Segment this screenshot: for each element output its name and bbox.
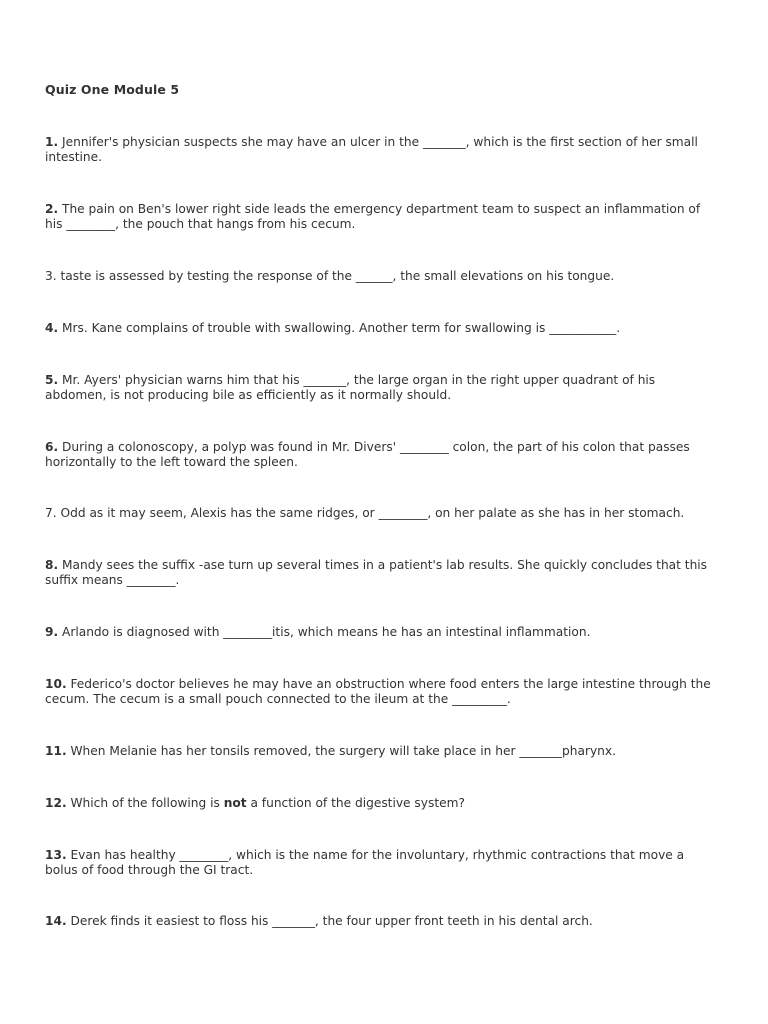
question-9 bbox=[45, 625, 720, 640]
question-number: 8. bbox=[45, 558, 59, 572]
question-6 bbox=[45, 440, 720, 469]
question-number: 12. bbox=[45, 796, 67, 810]
question-14 bbox=[45, 914, 720, 929]
question-5 bbox=[45, 373, 720, 402]
emphasis-not: not bbox=[223, 796, 247, 810]
question-number: 3. bbox=[45, 269, 57, 283]
question-text: Jennifer's physician suspects she may have an ulcer in the _______, which is the first section of her small intestine. bbox=[45, 135, 698, 164]
question-text: Evan has healthy ________, which is the name for the involuntary, rhythmic contractions that move a bolus of food through the GI tract. bbox=[45, 848, 685, 877]
question-11 bbox=[45, 744, 720, 759]
question-number: 13. bbox=[45, 848, 67, 862]
question-10 bbox=[45, 677, 720, 706]
question-text: The pain on Ben's lower right side leads the emergency department team to suspect an inflammation of his ________, the pouch that hangs from his cecum. bbox=[45, 202, 701, 231]
question-text: Odd as it may seem, Alexis has the same ridges, or ________, on her palate as she has in her stomach. bbox=[60, 506, 685, 520]
question-text: Mandy sees the suffix -ase turn up several times in a patient's lab results. She quickly concludes that this suffix means ________. bbox=[45, 558, 708, 587]
question-number: 9. bbox=[45, 625, 59, 639]
question-text: During a colonoscopy, a polyp was found in Mr. Divers' ________ colon, the part of his colon that passes horizontally to the left toward the spleen. bbox=[45, 440, 690, 469]
question-text-after: a function of the digestive system? bbox=[246, 796, 465, 810]
question-number: 5. bbox=[45, 373, 59, 387]
question-8 bbox=[45, 558, 720, 587]
question-number: 1. bbox=[45, 135, 59, 149]
question-text-before: Which of the following is bbox=[70, 796, 224, 810]
question-number: 11. bbox=[45, 744, 67, 758]
question-number: 4. bbox=[45, 321, 59, 335]
question-13 bbox=[45, 848, 720, 877]
question-4 bbox=[45, 321, 720, 336]
question-3 bbox=[45, 269, 720, 284]
question-text: Federico's doctor believes he may have an obstruction where food enters the large intestine through the cecum. The cecum is a small pouch connected to the ileum at the _________. bbox=[45, 677, 711, 706]
question-number: 14. bbox=[45, 914, 67, 928]
question-1 bbox=[45, 135, 720, 164]
question-text: Arlando is diagnosed with ________itis, which means he has an intestinal inflammation. bbox=[62, 625, 591, 639]
question-text: When Melanie has her tonsils removed, the surgery will take place in her _______pharynx. bbox=[70, 744, 616, 758]
question-number: 7. bbox=[45, 506, 57, 520]
question-text: Mrs. Kane complains of trouble with swallowing. Another term for swallowing is ___________. bbox=[62, 321, 621, 335]
page-title: Quiz One Module 5 bbox=[45, 82, 180, 97]
question-number: 10. bbox=[45, 677, 67, 691]
question-7 bbox=[45, 506, 720, 521]
question-number: 6. bbox=[45, 440, 59, 454]
question-12 bbox=[45, 796, 720, 811]
question-text: Derek finds it easiest to floss his _______, the four upper front teeth in his dental arch. bbox=[70, 914, 593, 928]
question-2 bbox=[45, 202, 720, 231]
question-number: 2. bbox=[45, 202, 59, 216]
question-text: Mr. Ayers' physician warns him that his _______, the large organ in the right upper quadrant of his abdomen, is not producing bile as efficiently as it normally should. bbox=[45, 373, 656, 402]
question-text: taste is assessed by testing the response of the ______, the small elevations on his tongue. bbox=[60, 269, 615, 283]
